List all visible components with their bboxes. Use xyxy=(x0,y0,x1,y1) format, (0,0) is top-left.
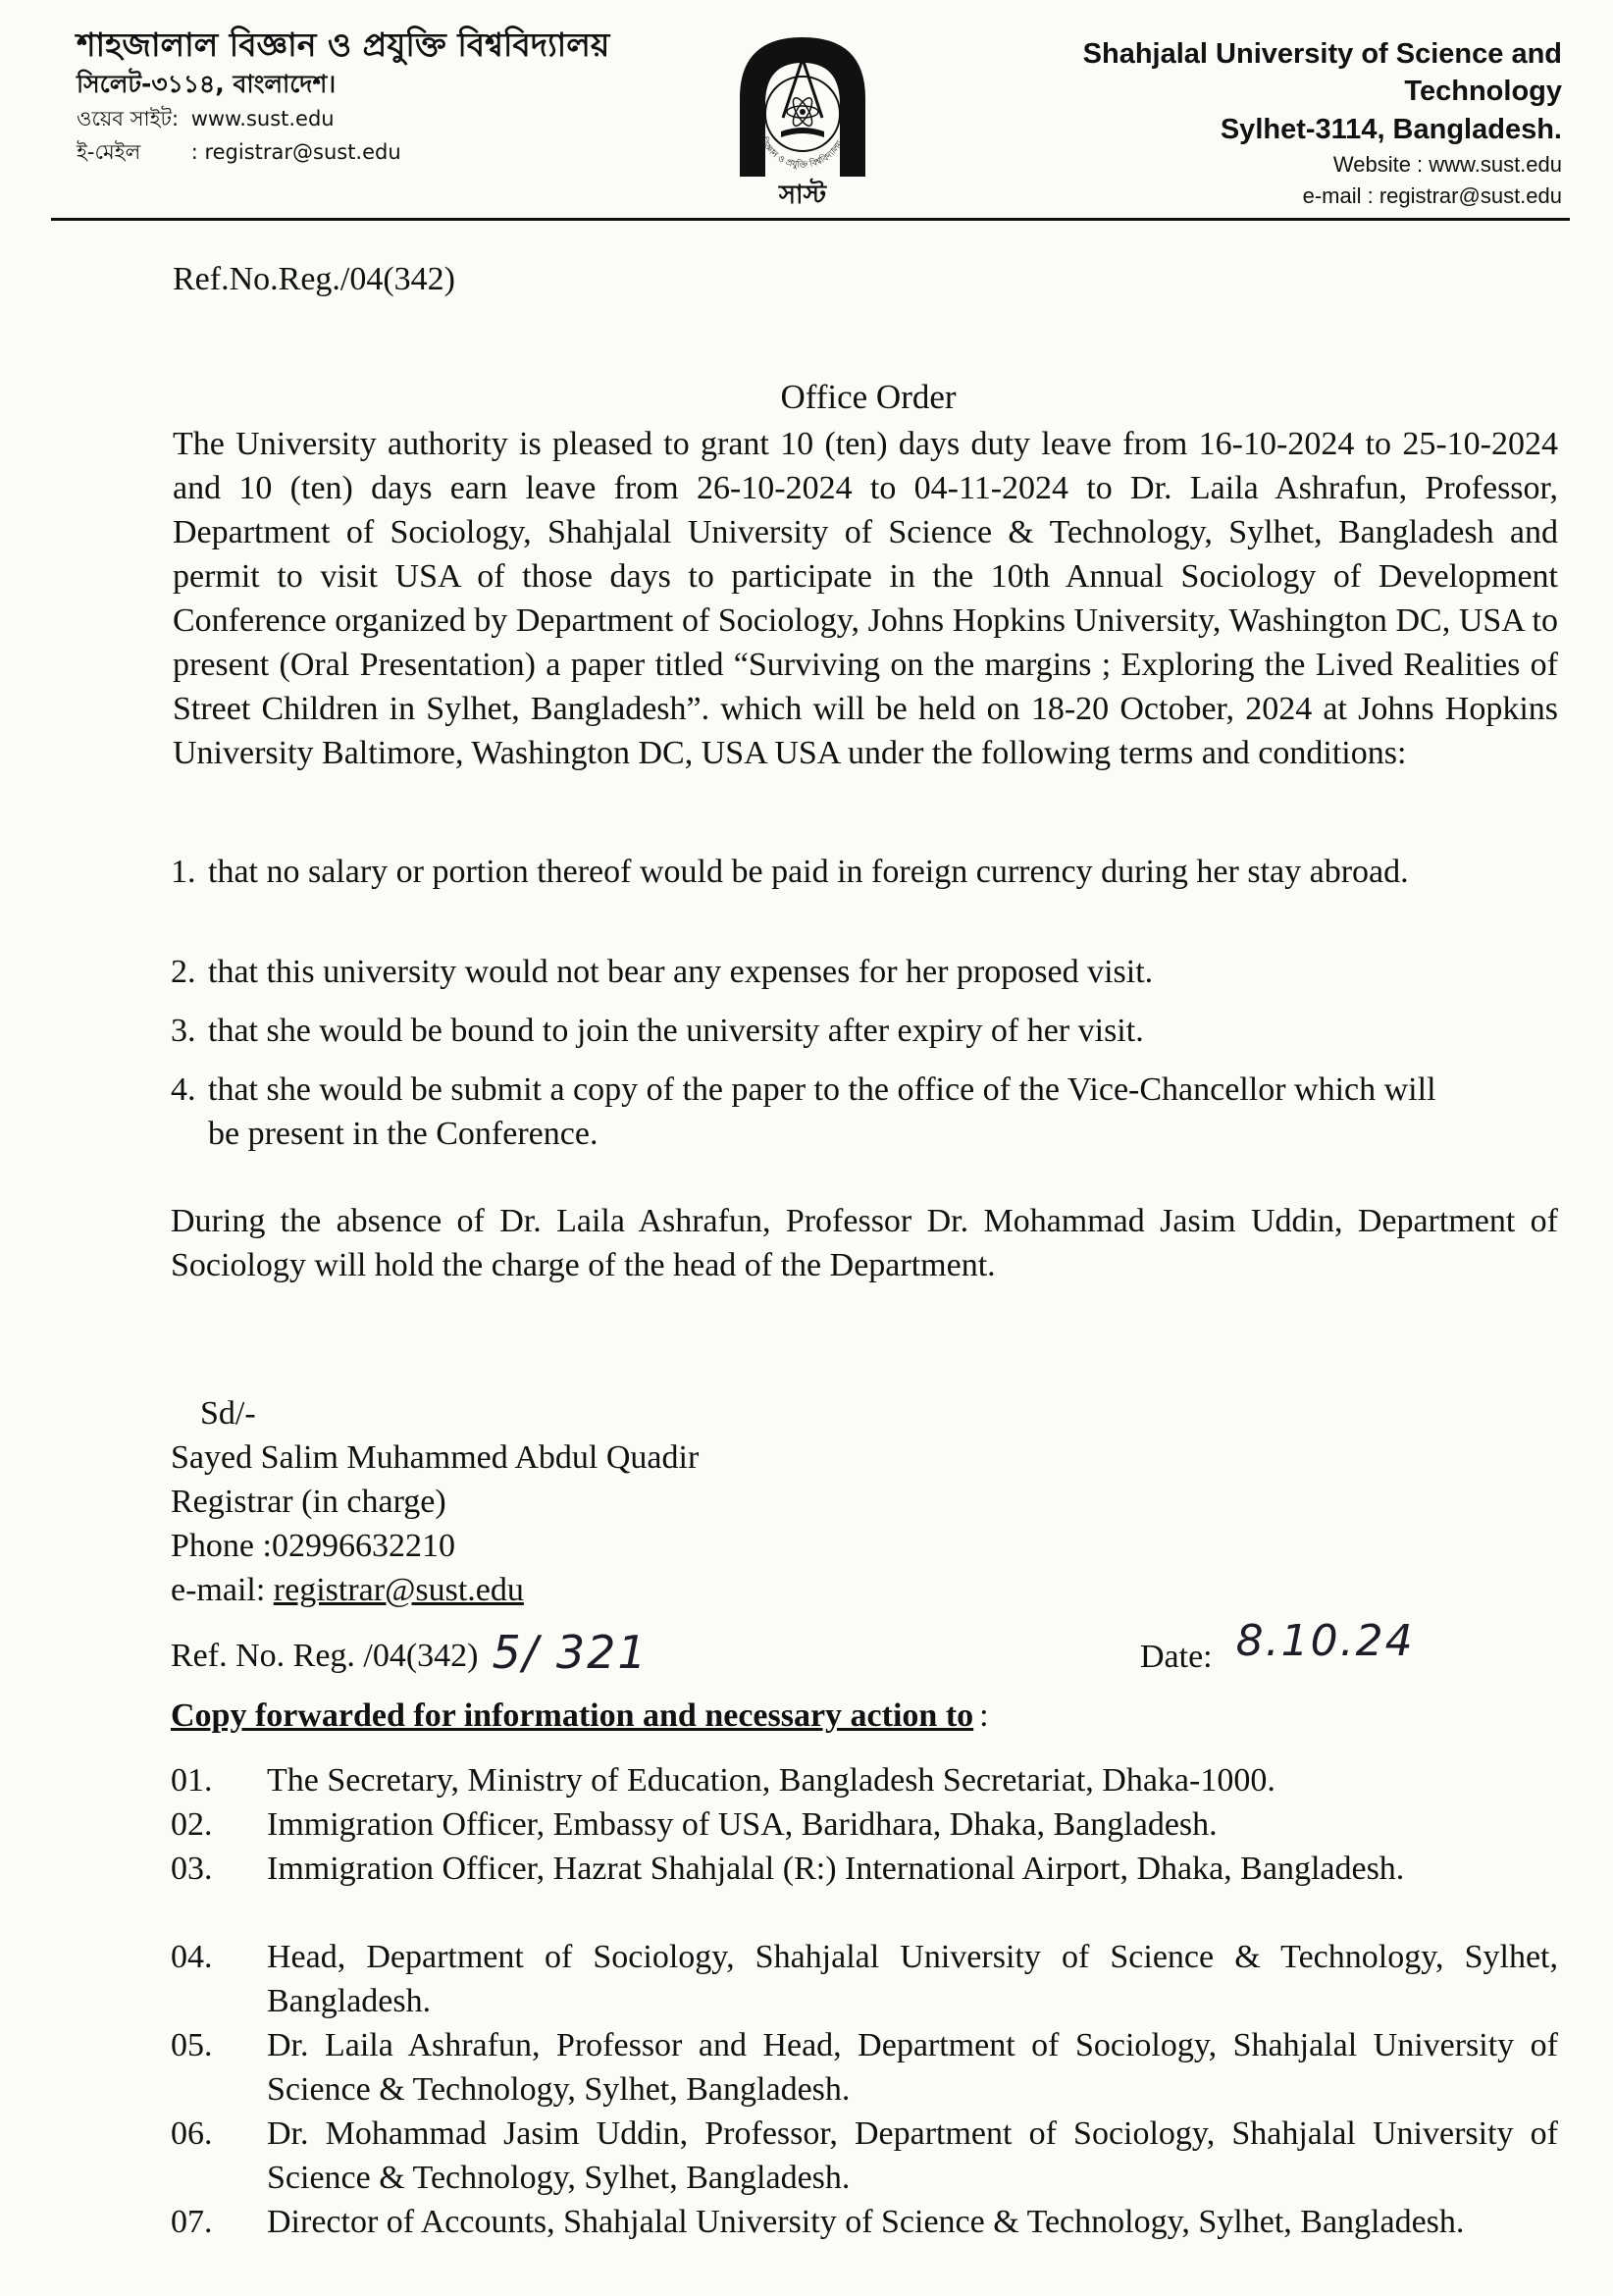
distribution-text: Dr. Laila Ashrafun, Professor and Head, Department of Sociology, Shahjalal University of Science & Technology, Sylhet, Bangladesh. xyxy=(267,2027,1558,2108)
website-bangla xyxy=(77,102,626,135)
distribution-item xyxy=(171,2112,1558,2200)
logo-arc-text: বিজ্ঞান ও প্রযুক্তি বিশ্ববিদ্যালয় xyxy=(757,135,846,171)
condition-text: that she would be submit a copy of the paper to the office of the Vice-Chancellor which will be present in the Conference. xyxy=(208,1071,1436,1152)
distribution-text: Head, Department of Sociology, Shahjalal University of Science & Technology, Sylhet, Bangladesh. xyxy=(267,1939,1558,2019)
document-title: Office Order xyxy=(780,378,957,416)
distribution-item xyxy=(171,2200,1558,2244)
distribution-number: 06. xyxy=(171,2115,213,2152)
letterhead-divider xyxy=(51,218,1570,221)
distribution-item xyxy=(171,1935,1558,2023)
letterhead-bangla xyxy=(77,24,626,169)
signature-mark: Sd/- xyxy=(200,1395,256,1432)
condition-text: that this university would not bear any expenses for her proposed visit. xyxy=(208,954,1154,990)
absence-paragraph: During the absence of Dr. Laila Ashrafun, Professor Dr. Mohammad Jasim Uddin, Department of Sociology will hold the charge of the head of the Department. xyxy=(171,1203,1558,1283)
website-english: Website : www.sust.edu xyxy=(1332,152,1562,177)
reference-number-top: Ref.No.Reg./04(342) xyxy=(173,261,456,297)
distribution-item xyxy=(171,1802,1558,1847)
reference-number-bottom xyxy=(171,1626,649,1679)
university-name-english: Shahjalal University of Science and Technology xyxy=(1082,38,1562,107)
handwritten-date: 8.10.24 xyxy=(1235,1616,1415,1666)
condition-text: that she would be bound to join the university after expiry of her visit. xyxy=(208,1013,1144,1049)
email-value-bangla: : registrar@sust.edu xyxy=(190,140,401,164)
email-label: e-mail: xyxy=(171,1572,274,1608)
copy-forwarded-title: Copy forwarded for information and necessary action to xyxy=(171,1697,974,1734)
distribution-item xyxy=(171,1758,1558,1802)
email-bangla xyxy=(77,135,626,169)
signatory-phone: Phone :02996632210 xyxy=(171,1528,455,1564)
condition-item xyxy=(171,850,1476,894)
distribution-text: Dr. Mohammad Jasim Uddin, Professor, Department of Sociology, Shahjalal University of Science & Technology, Sylhet, Bangladesh. xyxy=(267,2115,1558,2196)
signatory-name: Sayed Salim Muhammed Abdul Quadir xyxy=(171,1439,700,1476)
condition-item xyxy=(171,1068,1476,1156)
reference-label: Ref. No. Reg. /04(342) xyxy=(171,1638,479,1674)
letterhead-english xyxy=(934,35,1562,212)
office-order-body: The University authority is pleased to grant 10 (ten) days duty leave from 16-10-2024 to 25-10-2024 and 10 (ten) days earn leave from 26-10-2024 to 04-11-2024 to Dr. Laila Ashrafun, Professor, Department of Sociology, Shahjalal University of Science & Technology, Sylhet, Bangladesh and permit to visit USA of those days to participate in the 10th Annual Sociology of Development Conference organized by Department of Sociology, Johns Hopkins University, Washington DC, USA to present (Oral Presentation) a paper titled “Surviving on the margins ; Exploring the Lived Realities of Street Children in Sylhet, Bangladesh”. which will be held on 18-20 October, 2024 at Johns Hopkins University Baltimore, Washington DC, USA USA under the following terms and conditions: xyxy=(173,426,1558,771)
condition-number: 3. xyxy=(171,1013,196,1049)
email-english: e-mail : registrar@sust.edu xyxy=(1302,183,1562,208)
distribution-number: 01. xyxy=(171,1762,213,1799)
distribution-item xyxy=(171,1847,1558,1891)
distribution-text: Immigration Officer, Embassy of USA, Baridhara, Dhaka, Bangladesh. xyxy=(267,1806,1218,1843)
distribution-item xyxy=(171,2023,1558,2112)
condition-number: 1. xyxy=(171,854,196,890)
distribution-number: 05. xyxy=(171,2027,213,2063)
copy-forwarded-colon: : xyxy=(979,1697,989,1734)
logo-caption: সাস্ট xyxy=(778,181,827,210)
condition-item xyxy=(171,1009,1476,1053)
condition-item xyxy=(171,950,1476,994)
signatory-email xyxy=(171,1568,524,1612)
website-value-bangla: www.sust.edu xyxy=(190,107,335,130)
handwritten-memo-number: 5/ 321 xyxy=(492,1626,649,1679)
distribution-number: 03. xyxy=(171,1851,213,1887)
distribution-text: Director of Accounts, Shahjalal University of Science & Technology, Sylhet, Bangladesh. xyxy=(267,2204,1465,2240)
email-label-bangla: ই-মেইল xyxy=(77,140,141,164)
university-address-english: Sylhet-3114, Bangladesh. xyxy=(1220,114,1562,145)
signatory-designation: Registrar (in charge) xyxy=(171,1484,446,1520)
condition-number: 2. xyxy=(171,954,196,990)
email-link[interactable]: registrar@sust.edu xyxy=(273,1572,524,1608)
condition-number: 4. xyxy=(171,1071,196,1108)
condition-text: that no salary or portion thereof would be paid in foreign currency during her stay abroad. xyxy=(208,854,1409,890)
distribution-text: Immigration Officer, Hazrat Shahjalal (R:) International Airport, Dhaka, Bangladesh. xyxy=(267,1851,1405,1887)
university-address-bangla: সিলেট-৩১১৪, বাংলাদেশ। xyxy=(77,70,337,98)
date-field xyxy=(1140,1616,1415,1679)
website-label-bangla: ওয়েব সাইট: xyxy=(77,107,180,130)
distribution-number: 07. xyxy=(171,2204,213,2240)
distribution-number: 04. xyxy=(171,1939,213,1975)
date-label: Date: xyxy=(1140,1639,1213,1675)
distribution-number: 02. xyxy=(171,1806,213,1843)
university-name-bangla: শাহজালাল বিজ্ঞান ও প্রযুক্তি বিশ্ববিদ্যালয় xyxy=(77,26,610,64)
distribution-text: The Secretary, Ministry of Education, Bangladesh Secretariat, Dhaka-1000. xyxy=(267,1762,1275,1799)
copy-forwarded-heading xyxy=(171,1694,989,1738)
